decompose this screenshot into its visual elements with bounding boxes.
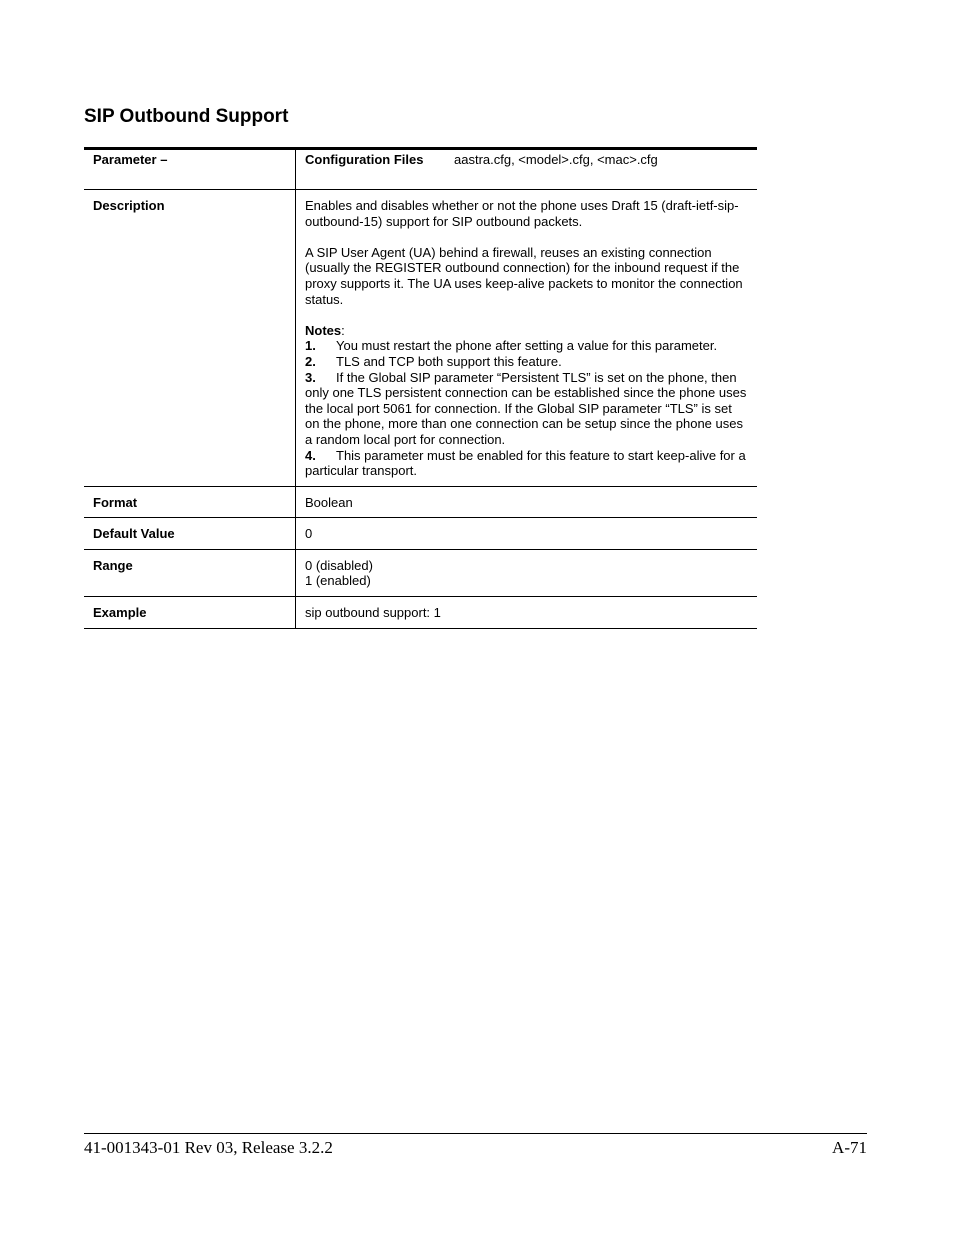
default-value-label: Default Value [84, 518, 296, 550]
range-value: 0 (disabled) [305, 557, 373, 573]
note-number: 2. [305, 353, 316, 369]
footer-divider [84, 1133, 867, 1134]
description-label: Description [84, 190, 296, 487]
note-item [305, 448, 748, 479]
range-value: 1 (enabled) [305, 573, 371, 589]
note-text: TLS and TCP both support this feature. [336, 353, 562, 369]
note-number: 3. [305, 369, 316, 385]
section-title: SIP Outbound Support [84, 106, 289, 127]
parameter-label: Parameter – [84, 149, 296, 190]
note-number: 4. [305, 447, 316, 463]
notes-heading: Notes: [305, 322, 345, 338]
config-files-label: Configuration Files [305, 152, 424, 167]
note-text: This parameter must be enabled for this feature to start keep-alive for a particular transport. [305, 447, 746, 479]
parameter-table [84, 147, 757, 629]
table-row-description [84, 190, 757, 487]
example-label: Example [84, 597, 296, 629]
format-label: Format [84, 486, 296, 518]
table-row-example [84, 597, 757, 629]
config-files-value: aastra.cfg, <model>.cfg, <mac>.cfg [454, 152, 658, 167]
note-text: If the Global SIP parameter “Persistent TLS” is set on the phone, then only one TLS persistent connection can be established since the phone uses the local port 5061 for connection. If the Global SIP parameter “TLS” is set on the phone, more than one connection can be setup since the phone uses a random local port for connection. [305, 369, 747, 447]
description-paragraph-1: Enables and disables whether or not the phone uses Draft 15 (draft-ietf-sip-outbound-15) support for SIP outbound packets. [305, 198, 739, 229]
range-cell [296, 549, 758, 596]
default-value: 0 [296, 518, 758, 550]
note-item [305, 338, 748, 354]
description-paragraph-2: A SIP User Agent (UA) behind a firewall, reuses an existing connection (usually the REGISTER outbound connection) for the inbound request if the proxy supports it. The UA uses keep-alive packets to monitor the connection status. [305, 244, 743, 307]
note-text: You must restart the phone after setting a value for this parameter. [336, 338, 718, 354]
config-files-cell [296, 149, 758, 190]
notes-title: Notes [305, 322, 342, 338]
description-cell [296, 190, 758, 487]
footer-page-number: A-71 [832, 1138, 867, 1157]
example-value: sip outbound support: 1 [296, 597, 758, 629]
note-number: 1. [305, 338, 316, 354]
footer-doc-id: 41-001343-01 Rev 03, Release 3.2.2 [84, 1138, 333, 1157]
note-item [305, 370, 748, 448]
table-row-parameter [84, 149, 757, 190]
table-row-default [84, 518, 757, 550]
range-label: Range [84, 549, 296, 596]
format-value: Boolean [296, 486, 758, 518]
note-item [305, 354, 748, 370]
table-row-format [84, 486, 757, 518]
table-row-range [84, 549, 757, 596]
